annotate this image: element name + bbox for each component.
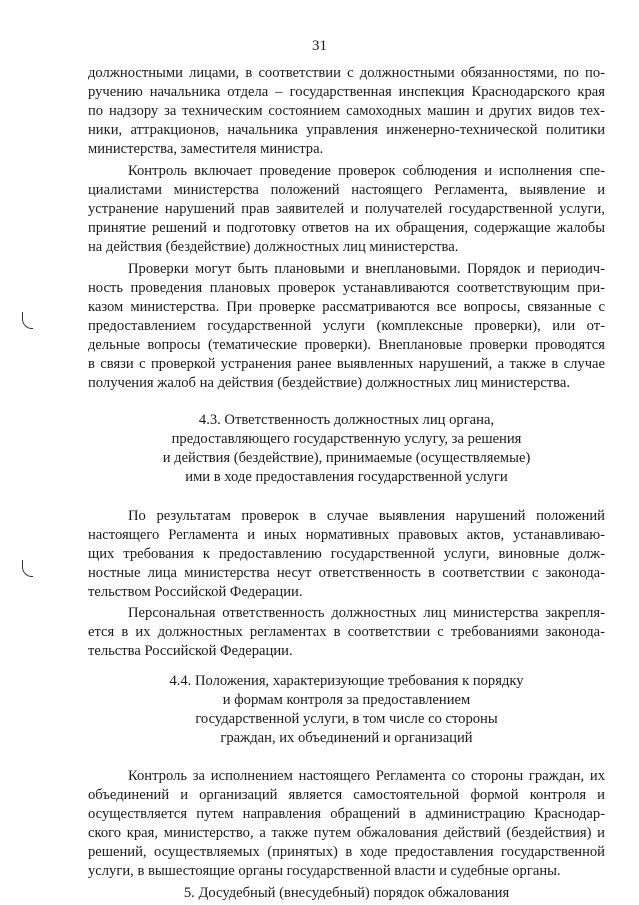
heading-line: граждан, их объединений и организаций xyxy=(220,730,473,746)
text-line: ручению начальника отдела – государственная инспекция Краснодарского края xyxy=(88,84,605,100)
heading-line: и действия (бездействие), принимаемые (осуществляемые) xyxy=(162,450,531,466)
text-line: получения жалоб на действия (бездействие) должностных лиц министерства. xyxy=(88,375,571,391)
text-line: По результатам проверок в случае выявления нарушений положений xyxy=(128,508,605,524)
page-number: 31 xyxy=(312,38,327,54)
text-line: щих требования к предоставлению государственной услуги, виновные долж- xyxy=(88,546,605,562)
text-line: казом министерства. При проверке рассматриваются все вопросы, связанные с xyxy=(88,299,605,315)
text-line: ность проведения плановых проверок устанавливаются соответствующим при- xyxy=(88,280,605,296)
text-line: объединений и организаций является самостоятельной формой контроля и xyxy=(88,787,605,803)
binder-hole-mark xyxy=(22,560,33,577)
text-line: тельством Российской Федерации. xyxy=(88,584,303,600)
text-line: Персональная ответственность должностных лиц министерства закрепля- xyxy=(128,605,605,621)
text-line: устранение нарушений прав заявителей и получателей государственной услуги, xyxy=(88,201,605,217)
text-line: по надзору за техническим состоянием самоходных машин и других видов тех- xyxy=(88,103,605,119)
text-line: услуги, в вышестоящие органы государственной власти и судебные органы. xyxy=(88,863,561,879)
text-line: предоставлением государственной услуги (комплексные проверки), или от- xyxy=(88,318,605,334)
heading-line: предоставляющего государственную услугу, за решения xyxy=(171,431,522,447)
text-line: ется в их должностных регламентах в соответствии с требованиями законода- xyxy=(88,624,605,640)
text-line: осуществляется путем направления обращений в администрацию Краснодар- xyxy=(88,806,605,822)
text-line: принятие решений и подготовку ответов на их обращения, содержащие жалобы xyxy=(88,220,605,236)
text-line: ники, аттракционов, начальника управления инженерно-технической политики xyxy=(88,122,605,138)
text-line: решений, осуществляемых (принятых) в ходе предоставления государственной xyxy=(88,844,605,860)
text-line: Контроль за исполнением настоящего Регламента со стороны граждан, их xyxy=(128,768,605,784)
text-line: в связи с проверкой устранения ранее выявленных нарушений, а также в случае xyxy=(88,356,605,372)
text-line: на действия (бездействие) должностных лиц министерства. xyxy=(88,239,459,255)
text-line: ского края, министерство, а также путем обжалования действий (бездействия) и xyxy=(88,825,605,841)
text-line: циалистами министерства положений настоящего Регламента, выявление и xyxy=(88,182,605,198)
text-line: должностными лицами, в соответствии с должностными обязанностями, по по- xyxy=(88,65,605,81)
heading-line: 5. Досудебный (внесудебный) порядок обжалования xyxy=(183,885,510,901)
heading-line: ими в ходе предоставления государственной услуги xyxy=(185,469,508,485)
heading-line: и формам контроля за предоставлением xyxy=(222,692,471,708)
text-line: министерства, заместителя министра. xyxy=(88,141,324,157)
text-line: Проверки могут быть плановыми и внеплановыми. Порядок и периодич- xyxy=(128,261,605,277)
text-line: ностные лица министерства несут ответственность в соответствии с законода- xyxy=(88,565,605,581)
heading-line: 4.4. Положения, характеризующие требования к порядку xyxy=(169,673,524,689)
text-line: Контроль включает проведение проверок соблюдения и исполнения спе- xyxy=(128,163,605,179)
heading-line: государственной услуги, в том числе со стороны xyxy=(195,711,498,727)
binder-hole-mark xyxy=(22,312,33,329)
heading-line: 4.3. Ответственность должностных лиц органа, xyxy=(198,412,495,428)
text-line: дельные вопросы (тематические проверки). Внеплановые проверки проводятся xyxy=(88,337,605,353)
text-line: тельства Российской Федерации. xyxy=(88,643,293,659)
text-line: настоящего Регламента и иных нормативных правовых актов, устанавливаю- xyxy=(88,527,605,543)
